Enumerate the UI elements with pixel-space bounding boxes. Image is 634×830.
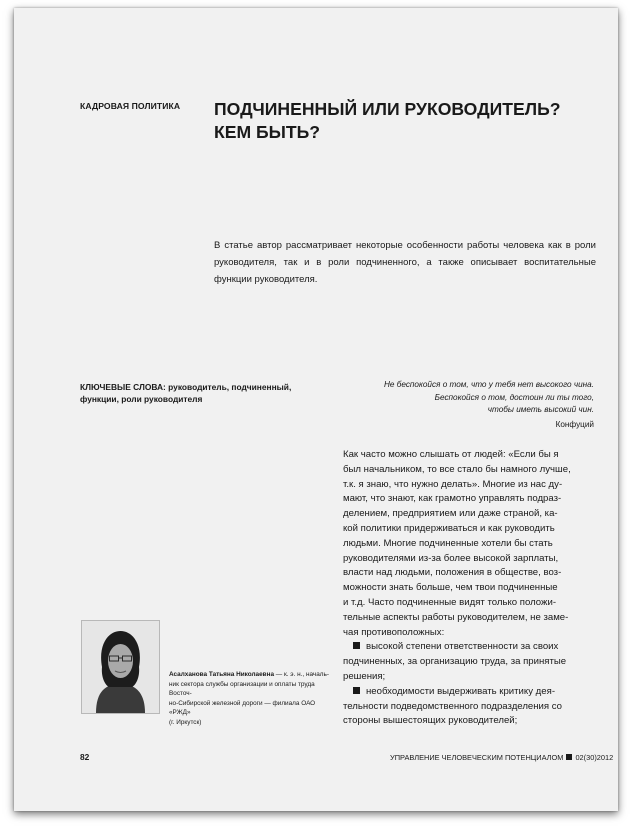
body-line: чая противоположных: xyxy=(343,626,445,638)
body-line: т.к. я знаю, что нужно делать». Многие из нас ду- xyxy=(343,478,563,490)
author-desc-line: — к. э. н., началь- xyxy=(274,671,329,678)
bullet-item-1 xyxy=(343,640,595,655)
body-line: руководителями из-за более высокой зарплаты, xyxy=(343,552,559,564)
keywords-label: КЛЮЧЕВЫЕ СЛОВА: xyxy=(80,382,166,392)
bullet-item-2 xyxy=(343,685,595,700)
bullet-text: необходимости выдерживать критику дея- xyxy=(366,685,556,697)
epigraph-line: Не беспокойся о том, что у тебя нет высокого чина. xyxy=(384,380,594,389)
body-line: делением, предприятием или даже страной, ка- xyxy=(343,508,558,520)
body-line: можности знать больше, чем твои подчиненные xyxy=(343,582,558,594)
bullet-text: высокой степени ответственности за своих xyxy=(366,641,559,653)
bullet-square-icon xyxy=(353,687,360,694)
journal-name: УПРАВЛЕНИЕ ЧЕЛОВЕЧЕСКИМ ПОТЕНЦИАЛОМ xyxy=(390,753,564,762)
author-info xyxy=(169,670,329,728)
author-desc-line: ник сектора службы организации и оплаты труда Восточ- xyxy=(169,680,315,698)
keywords xyxy=(80,381,320,405)
bullet-square-icon xyxy=(353,642,360,649)
magazine-page xyxy=(14,8,618,811)
journal-issue: 02(30)2012 xyxy=(575,753,614,762)
body-line: людьми. Многие подчиненные хотели бы стать xyxy=(343,537,553,549)
body-line: решения; xyxy=(343,670,386,682)
body-line: кой политики придерживаться и как руководить xyxy=(343,522,555,534)
author-desc-line: но-Сибирской железной дороги — филиала ОАО «РЖД» xyxy=(169,699,316,717)
title-line-2: КЕМ БЫТЬ? xyxy=(214,122,321,142)
author-name: Асалханова Татьяна Николаевна xyxy=(169,671,275,678)
body-line: и т.д. Часто подчиненные видят только положи- xyxy=(343,596,557,608)
body-line: подчиненных, за организацию труда, за принятые xyxy=(343,656,567,668)
body-line: стороны вышестоящих руководителей; xyxy=(343,715,518,727)
keywords-text: руководитель, подчиненный, функции, роли руководителя xyxy=(80,382,292,404)
epigraph xyxy=(340,379,594,431)
square-icon xyxy=(566,754,572,760)
article-title xyxy=(214,98,594,144)
page-number: 82 xyxy=(80,752,90,762)
epigraph-line: Беспокойся о том, достоин ли ты того, xyxy=(434,392,594,402)
title-line-1: ПОДЧИНЕННЫЙ ИЛИ РУКОВОДИТЕЛЬ? xyxy=(214,99,561,119)
body-line: тельные аспекты работы руководителем, не заме- xyxy=(343,611,569,623)
article-abstract: В статье автор рассматривает некоторые особенности работы человека как в роли руководителя, так и в роли подчиненного, а также описывает воспитательные функции руководителя. xyxy=(214,240,596,285)
epigraph-line: чтобы иметь высокий чин. xyxy=(487,405,594,415)
author-desc-line: (г. Иркутск) xyxy=(169,718,202,726)
journal-footer xyxy=(390,753,614,762)
section-label: КАДРОВАЯ ПОЛИТИКА xyxy=(80,101,181,111)
body-line: мают, что знают, как грамотно управлять подраз- xyxy=(343,493,562,505)
body-line: Как часто можно слышать от людей: «Если бы я xyxy=(343,449,559,460)
author-portrait-icon xyxy=(82,621,159,713)
article-body xyxy=(343,448,595,729)
body-line: власти над людьми, положения в обществе, воз- xyxy=(343,567,562,579)
body-line: тельности подведомственного подразделения со xyxy=(343,700,563,712)
author-photo xyxy=(81,620,160,714)
epigraph-author: Конфуций xyxy=(555,419,594,429)
body-line: был начальником, то все стало бы намного лучше, xyxy=(343,463,571,475)
